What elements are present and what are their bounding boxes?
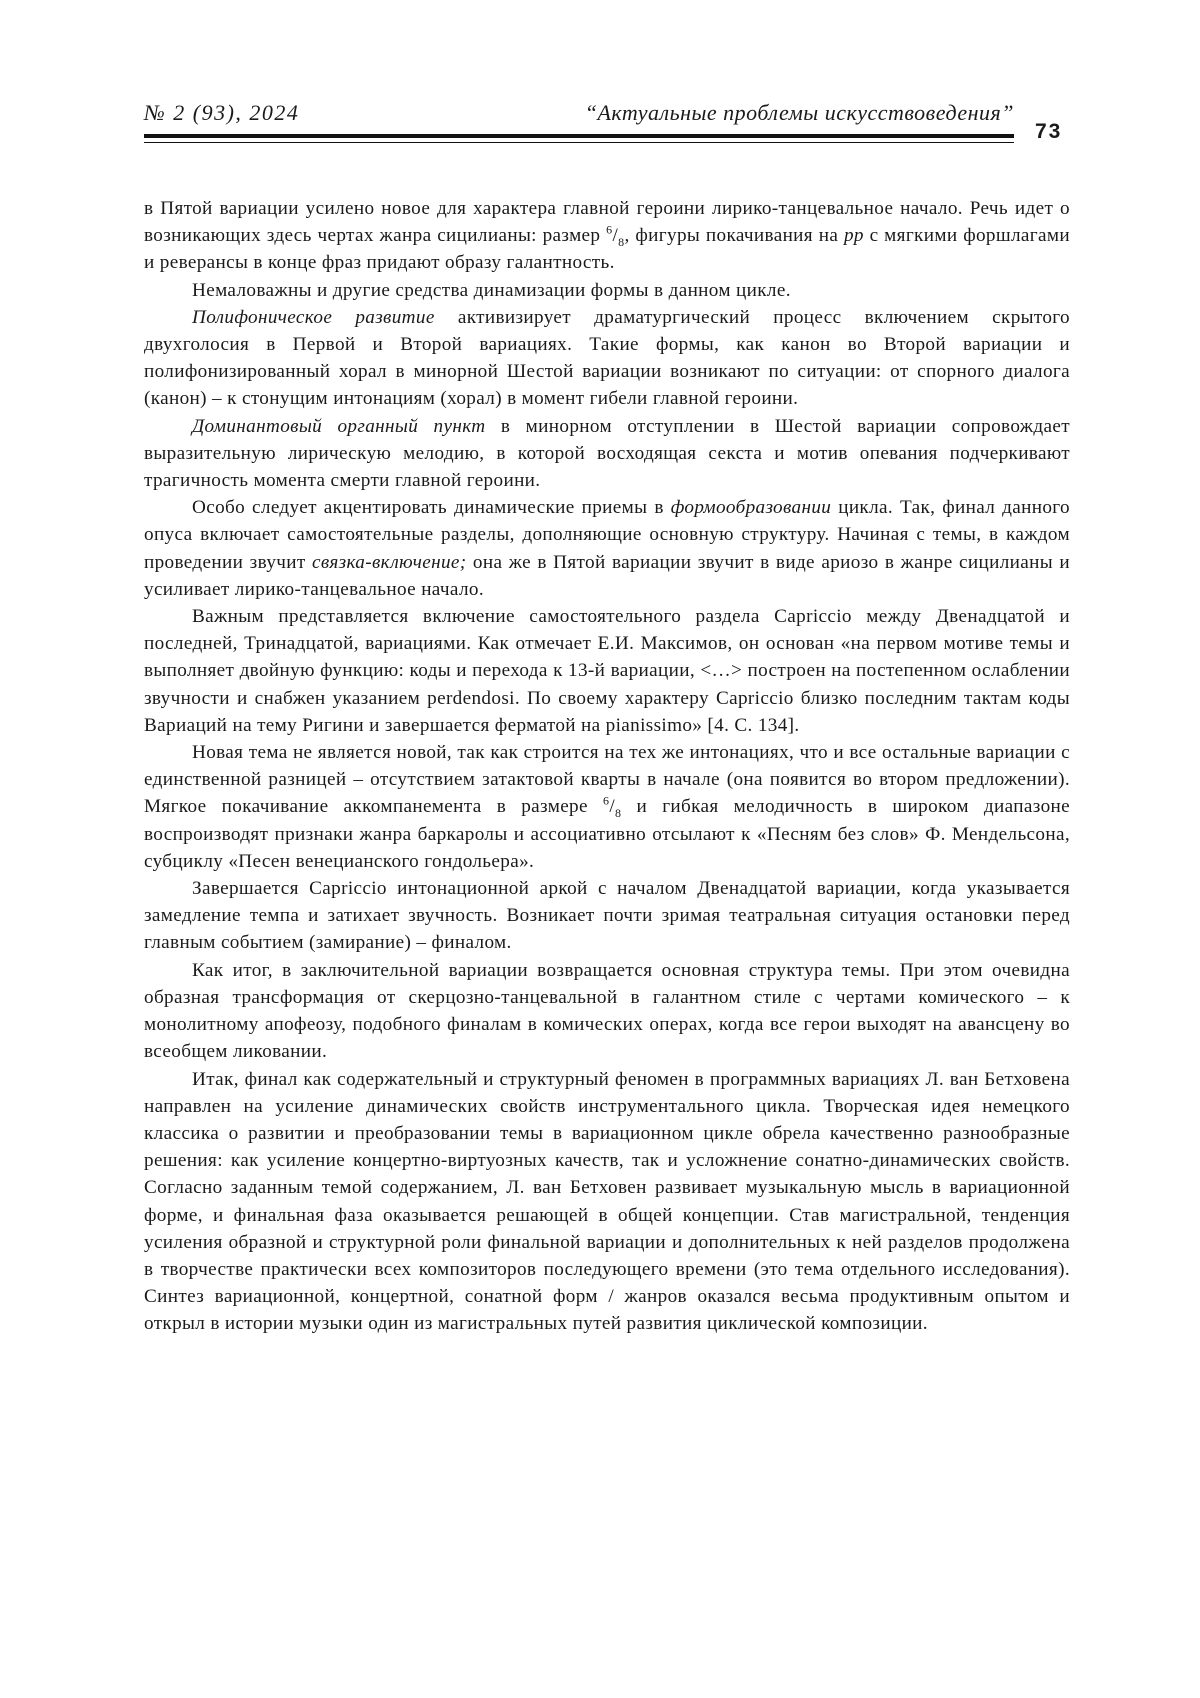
article-body (144, 195, 1070, 1338)
dynamic-pp: pp (844, 225, 864, 246)
paragraph-7 (144, 739, 1070, 875)
paragraph-8: Завершается Capriccio интонационной аркой с началом Двенадцатой вариации, когда указывается замедление темпа и затихает звучность. Возникает почти зримая театральная ситуация остановки перед главным событием (замирание) – финалом. (144, 875, 1070, 957)
paragraph-4 (144, 413, 1070, 495)
fraction-numerator: 6 (606, 223, 612, 237)
header-rule-thick (144, 134, 1014, 138)
paragraph-9: Как итог, в заключительной вариации возвращается основная структура темы. При этом очевидна образная трансформация от скерцозно-танцевальной в галантном стиле с чертами комического – к монолитному апофеозу, подобного финалам в комических операх, когда все герои выходят на авансцену во всеобщем ликовании. (144, 957, 1070, 1066)
paragraph-7-text-b: и гибкая мелодичность в широком диапазоне воспроизводят признаки жанра баркаролы и ассоциативно отсылают к «Песням без слов» Ф. Мендельсона, субциклу «Песен венецианского гондольера». (144, 796, 1070, 871)
fraction-numerator: 6 (603, 794, 609, 808)
paragraph-3 (144, 304, 1070, 413)
header-rule-thin (144, 142, 1014, 143)
paragraph-4-emphasis: Доминантовый органный пункт (192, 416, 486, 437)
fraction-slash: / (609, 796, 615, 817)
paragraph-7-text-a: Новая тема не является новой, так как строится на тех же интонациях, что и все остальные вариации с единственной разницей – отсутствием затактовой кварты в начале (она появится во втором предложении). Мягкое покачивание аккомпанемента в размере (144, 742, 1070, 817)
paragraph-5-text-a: Особо следует акцентировать динамические приемы в (192, 497, 671, 518)
time-signature-6-8 (606, 225, 624, 246)
fraction-denominator: 8 (615, 806, 621, 820)
paragraph-5-emphasis-1: формообразовании (671, 497, 832, 518)
paragraph-3-text: активизирует драматургический процесс включением скрытого двухголосия в Первой и Второй вариациях. Такие формы, как канон во Второй вариации и полифонизированный хорал в минорной Шестой вариации возникают по ситуации: от спорного диалога (канон) – к стонущим интонациям (хорал) в момент гибели главной героини. (144, 307, 1070, 410)
paragraph-5-emphasis-2: связка-включение; (312, 552, 466, 573)
issue-label: № 2 (93), 2024 (144, 100, 299, 126)
journal-title: “Актуальные проблемы искусствоведения” (585, 100, 1014, 126)
time-signature-6-8 (603, 796, 621, 817)
paragraph-1 (144, 195, 1070, 277)
paragraph-1-text-a: в Пятой вариации усилено новое для характера главной героини лирико-танцевальное начало. Речь идет о возникающих здесь чертах жанра сицилианы: размер (144, 198, 1070, 246)
paragraph-5-text-c: она же в Пятой вариации звучит в виде ариозо в жанре сицилианы и усиливает лирико-танцевальное начало. (144, 552, 1070, 600)
paragraph-10: Итак, финал как содержательный и структурный феномен в программных вариациях Л. ван Бетховена направлен на усиление динамических свойств инструментального цикла. Творческая идея немецкого классика о развитии и преобразовании темы в вариационном цикле обрела качественно разнообразные решения: как усиление концертно-виртуозных качеств, так и усложнение сонатно-динамических свойств. Согласно заданным темой содержанием, Л. ван Бетховен развивает музыкальную мысль в вариационной форме, и финальная фаза оказывается решающей в общей концепции. Став магистральной, тенденция усиления образной и структурной роли финальной вариации и дополнительных к ней разделов продолжена в творчестве практически всех композиторов последующего времени (это тема отдельного исследования). Синтез вариационной, концертной, сонатной форм / жанров оказался весьма продуктивным опытом и открыл в истории музыки один из магистральных путей развития циклической композиции. (144, 1066, 1070, 1338)
fraction-denominator: 8 (618, 235, 624, 249)
page-number: 73 (1035, 120, 1062, 144)
fraction-slash: / (612, 225, 618, 246)
paragraph-4-text: в минорном отступлении в Шестой вариации сопровождает выразительную лирическую мелодию, в которой восходящая секста и мотив опевания подчеркивают трагичность момента смерти главной героини. (144, 416, 1070, 491)
paragraph-3-emphasis: Полифоническое развитие (192, 307, 435, 328)
paragraph-6: Важным представляется включение самостоятельного раздела Capriccio между Двенадцатой и последней, Тринадцатой, вариациями. Как отмечает Е.И. Максимов, он основан «на первом мотиве темы и выполняет двойную функцию: коды и перехода к 13-й вариации, <…> построен на постепенном ослаблении звучности и снабжен указанием perdendosi. По своему характеру Capriccio близко последним тактам коды Вариаций на тему Ригини и завершается ферматой на pianissimo» [4. С. 134]. (144, 603, 1070, 739)
running-header (144, 100, 1014, 132)
paragraph-2: Немаловажны и другие средства динамизации формы в данном цикле. (144, 277, 1070, 304)
paragraph-5-text-b: цикла. Так, финал данного опуса включает самостоятельные разделы, дополняющие основную структуру. Начиная с темы, в каждом проведении звучит (144, 497, 1070, 572)
paragraph-1-text-b: , фигуры покачивания на (625, 225, 844, 246)
paragraph-5 (144, 494, 1070, 603)
paragraph-1-text-c: с мягкими форшлагами и реверансы в конце фраз придают образу галантность. (144, 225, 1070, 273)
